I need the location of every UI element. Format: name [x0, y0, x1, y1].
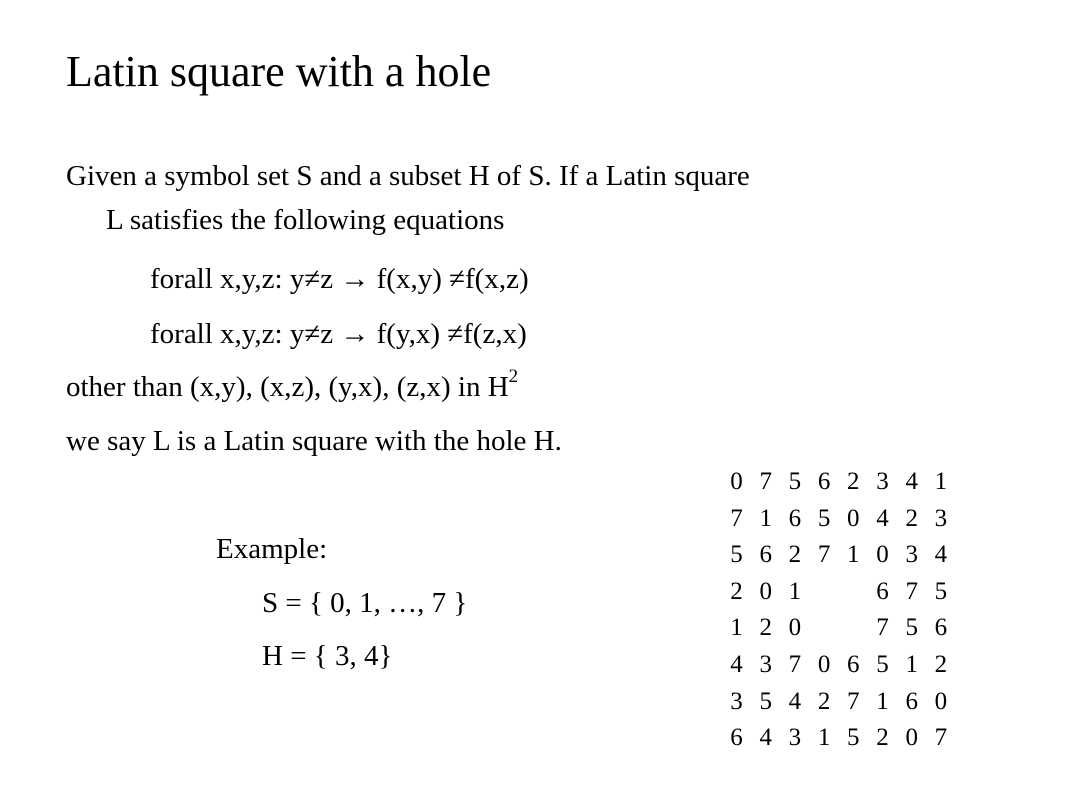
- latin-square-cell: 2: [905, 504, 918, 532]
- latin-square-cell: 3: [788, 724, 802, 752]
- latin-square-cell: 2: [847, 468, 860, 495]
- latin-square-cell: 0: [788, 614, 802, 642]
- hole-exception-text: other than (x,y), (x,z), (y,x), (z,x) in H: [66, 371, 509, 403]
- latin-square-cell: 6: [934, 614, 948, 642]
- hole-exception-line: [66, 367, 518, 407]
- latin-square-cell: 6: [876, 577, 889, 605]
- column-constraint-equation: forall x,y,z: y≠z → f(y,x) ≠f(z,x): [150, 318, 527, 350]
- latin-square-cell: 0: [934, 687, 948, 715]
- latin-square-cell: 6: [730, 724, 743, 752]
- latin-square-cell: 7: [817, 541, 831, 569]
- latin-square-cell: 7: [788, 650, 802, 678]
- latin-square-cell: 1: [759, 504, 772, 532]
- latin-square-cell: 1: [934, 468, 948, 495]
- latin-square-cell: 7: [730, 504, 743, 532]
- latin-square-cell: 2: [788, 541, 802, 569]
- latin-square-cell: 3: [759, 650, 772, 678]
- latin-square-cell: 5: [759, 687, 772, 715]
- latin-square-cell: 3: [730, 687, 743, 715]
- latin-square-cell: 4: [934, 541, 948, 569]
- latin-square-cell: 4: [905, 468, 918, 495]
- latin-square-cell: 7: [847, 687, 860, 715]
- latin-square-cell: 0: [847, 504, 860, 532]
- latin-square-cell: 1: [905, 650, 918, 678]
- latin-square-cell: 6: [847, 650, 860, 678]
- latin-square-cell: 2: [817, 687, 831, 715]
- latin-square-cell: 6: [817, 468, 831, 495]
- latin-square-cell: 2: [759, 614, 772, 642]
- latin-square-cell: 4: [876, 504, 889, 532]
- latin-square-cell: 4: [788, 687, 802, 715]
- latin-square-cell: 5: [817, 504, 831, 532]
- definition-conclusion: we say L is a Latin square with the hole H.: [66, 425, 562, 457]
- example-symbol-set: S = { 0, 1, …, 7 }: [262, 587, 468, 619]
- latin-square-cell: 2: [876, 724, 889, 752]
- latin-square-cell: 1: [876, 687, 889, 715]
- latin-square-cell: 5: [788, 468, 802, 495]
- latin-square-cell: 6: [759, 541, 772, 569]
- latin-square-cell: 5: [934, 577, 948, 605]
- latin-square-cell: 6: [905, 687, 918, 715]
- hole-exception-superscript: 2: [508, 366, 519, 388]
- latin-square-cell: 3: [876, 468, 889, 495]
- latin-square-cell: 5: [876, 650, 889, 678]
- latin-square-cell: 3: [905, 541, 918, 569]
- latin-square-cell: 0: [905, 724, 918, 752]
- latin-square-cell: 5: [905, 614, 918, 642]
- latin-square-cell: 4: [759, 724, 772, 752]
- latin-square-cell: 4: [730, 650, 743, 678]
- latin-square-cell: 2: [934, 650, 948, 678]
- definition-line-2: L satisfies the following equations: [106, 204, 505, 236]
- latin-square-cell: 7: [934, 724, 948, 752]
- latin-square-cell: 1: [730, 614, 743, 642]
- latin-square-cell: 1: [788, 577, 802, 605]
- latin-square-cell: 7: [759, 468, 772, 495]
- slide-title: Latin square with a hole: [66, 47, 492, 96]
- definition-line-1: Given a symbol set S and a subset H of S. If a Latin square: [66, 160, 750, 192]
- latin-square-cell: 0: [759, 577, 772, 605]
- latin-square-cell: 7: [905, 577, 918, 605]
- latin-square-cell: 5: [847, 724, 860, 752]
- row-constraint-equation: forall x,y,z: y≠z → f(x,y) ≠f(x,z): [150, 263, 529, 295]
- latin-square-cell: 2: [730, 577, 743, 605]
- latin-square-cell: 7: [876, 614, 889, 642]
- latin-square-cell: 5: [730, 541, 743, 569]
- latin-square-cell: 1: [847, 541, 860, 569]
- latin-square-cell: 1: [817, 724, 831, 752]
- example-hole-set: H = { 3, 4}: [262, 640, 393, 672]
- latin-square-cell: 0: [730, 468, 743, 495]
- latin-square-cell: 0: [876, 541, 889, 569]
- latin-square-cell: 6: [788, 504, 802, 532]
- latin-square-cell: 0: [817, 650, 831, 678]
- latin-square-cell: 3: [934, 504, 948, 532]
- example-label: Example:: [216, 533, 328, 565]
